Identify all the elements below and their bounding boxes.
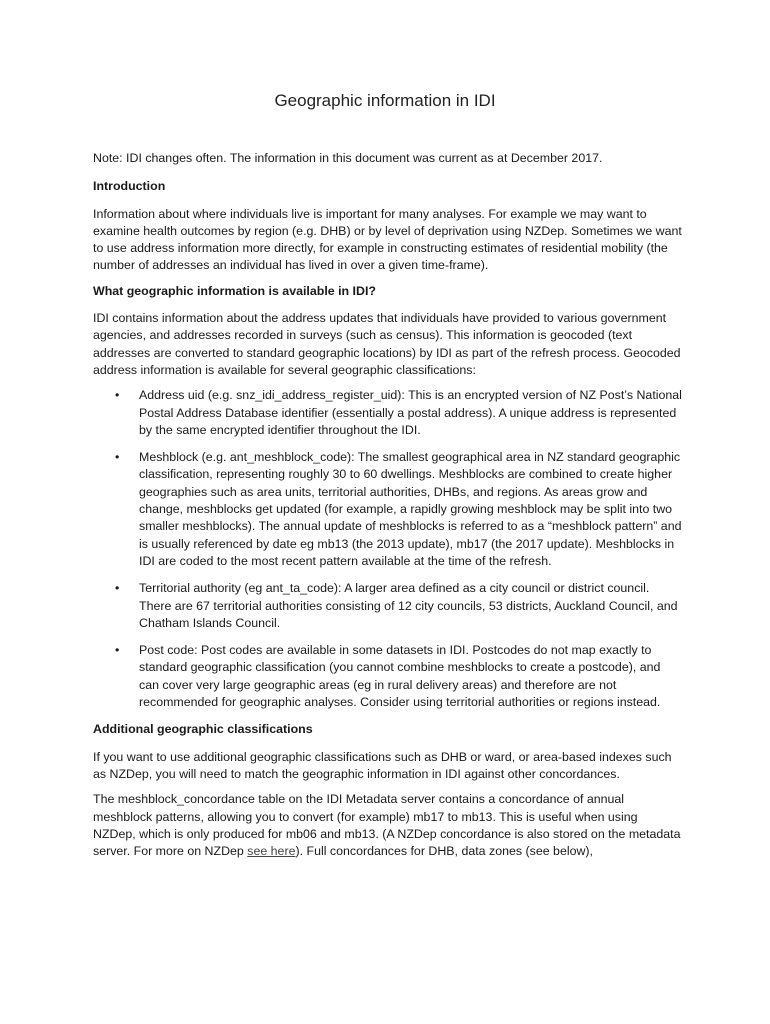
list-item-text: Post code: Post codes are available in some datasets in IDI. Postcodes do not map exactly to standard geographic classification (you cannot combine meshblocks to create a postcode), and can cover very large geographic areas (eg in rural delivery areas) and therefore are not recommended for geographic analyses. Consider using territorial authorities or regions instead.	[139, 643, 661, 710]
meshblock-concordance-paragraph	[93, 791, 683, 860]
list-item-meshblock	[93, 449, 683, 570]
geographic-classifications-list	[93, 387, 683, 711]
bullet-icon: •	[115, 643, 120, 658]
paragraph-text-after-link: ). Full concordances for DHB, data zones (see below),	[295, 844, 593, 859]
section-heading-additional-classifications: Additional geographic classifications	[93, 722, 313, 737]
section-heading-introduction: Introduction	[93, 179, 166, 194]
list-item-text: Territorial authority (eg ant_ta_code): A larger area defined as a city council or district council. There are 67 territorial authorities consisting of 12 city councils, 53 districts, Auckland Council, and Chatham Islands Council.	[139, 581, 678, 630]
document-title: Geographic information in IDI	[274, 91, 496, 110]
list-item-text: Address uid (e.g. snz_idi_address_register_uid): This is an encrypted version of NZ Post’s National Postal Address Database identifier (essentially a postal address). A unique address is represented by the same encrypted identifier throughout the IDI.	[139, 388, 682, 437]
note-paragraph: Note: IDI changes often. The information in this document was current as at December 2017.	[93, 151, 603, 165]
document-body	[93, 150, 683, 868]
section-heading-available-info: What geographic information is available in IDI?	[93, 283, 376, 298]
paragraph-text-before-link: The meshblock_concordance table on the IDI Metadata server contains a concordance of annual meshblock patterns, allowing you to convert (for example) mb17 to mb13. This is useful when using NZDep, which is only produced for mb06 and mb13. (A NZDep concordance is also stored on the metadata server. For more on NZDep	[93, 792, 681, 859]
additional-classifications-paragraph: If you want to use additional geographic classifications such as DHB or ward, or area-based indexes such as NZDep, you will need to match the geographic information in IDI against other concordances.	[93, 749, 672, 781]
bullet-icon: •	[115, 581, 120, 596]
introduction-paragraph: Information about where individuals live is important for many analyses. For example we may want to examine health outcomes by region (e.g. DHB) or by level of deprivation using NZDep. Sometimes we want to use address information more directly, for example in constructing estimates of residential mobility (the number of addresses an individual has lived in over a given time-frame).	[93, 206, 682, 273]
bullet-icon: •	[115, 388, 120, 403]
nzdep-link[interactable]: see here	[247, 844, 296, 859]
available-info-paragraph: IDI contains information about the address updates that individuals have provided to various government agencies, and addresses recorded in surveys (such as census). This information is geocoded (text addresses are converted to standard geographic locations) by IDI as part of the refresh process. Geocoded address information is available for several geographic classifications:	[93, 311, 681, 377]
list-item-text: Meshblock (e.g. ant_meshblock_code): The smallest geographical area in NZ standard geographic classification, representing roughly 30 to 60 dwellings. Meshblocks are combined to create higher geographies such as area units, territorial authorities, DHBs, and regions. As areas grow and change, meshblocks get updated (for example, a rapidly growing meshblock may be split into two smaller meshblocks). The annual update of meshblocks is referred to as a “meshblock pattern” and is usually referenced by date eg mb13 (the 2013 update), mb17 (the 2017 update). Meshblocks in IDI are coded to the most recent pattern available at the time of the refresh.	[139, 450, 682, 568]
bullet-icon: •	[115, 450, 120, 465]
list-item-address-uid	[93, 387, 683, 439]
list-item-post-code	[93, 642, 683, 711]
list-item-territorial-authority	[93, 580, 683, 632]
